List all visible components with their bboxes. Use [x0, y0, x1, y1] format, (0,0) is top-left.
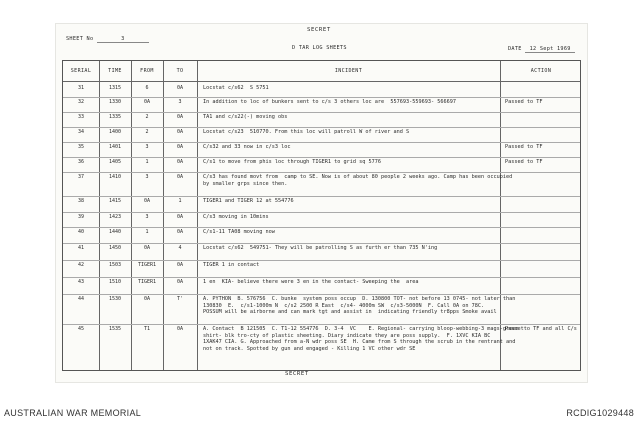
row-divider	[63, 243, 580, 244]
cell-incident-line: by smaller grps since then.	[203, 180, 288, 187]
classification-top: SECRET	[307, 27, 331, 33]
cell-incident-line: shirt- blk tro-cty of plastic sheeting. Diary indicate they are poss supply. F. 1XVC KIA BC	[203, 332, 491, 339]
row-divider	[63, 212, 580, 213]
cell-time: 1335	[108, 114, 122, 120]
cell-from: TIGER1	[137, 279, 157, 285]
cell-from: 3	[145, 174, 149, 180]
row-divider	[63, 227, 580, 228]
cell-serial: 33	[77, 114, 85, 120]
cell-incident-line: POSSUM will be airborne and can mark tgt and assist in indicating friendly tr8pps Smoke avail	[203, 309, 497, 316]
cell-time: 1400	[108, 129, 122, 135]
cell-to: 0A	[176, 144, 184, 150]
row-divider	[63, 277, 580, 278]
date-label: DATE	[508, 46, 522, 52]
row-divider	[63, 112, 580, 113]
cell-serial: 42	[77, 262, 85, 268]
cell-to: 0A	[176, 262, 184, 268]
row-divider	[63, 260, 580, 261]
cell-serial: 31	[77, 85, 85, 91]
row-divider	[63, 127, 580, 128]
cell-incident-line: TIGER 1 in contact	[203, 262, 260, 268]
cell-to: 0A	[176, 229, 184, 235]
log-table	[62, 60, 581, 371]
cell-incident-line: C/s1-11 TA08 moving now	[203, 229, 275, 235]
cell-time: 1440	[108, 229, 122, 235]
cell-incident-line: 1 en KIA- believe there were 3 en in the contact- Sweeping the area	[203, 279, 419, 285]
cell-from: 2	[145, 114, 149, 120]
cell-from: 3	[145, 214, 149, 220]
cell-serial: 39	[77, 214, 85, 220]
date-field	[508, 46, 575, 53]
cell-time: 1405	[108, 159, 122, 165]
sheet-label: SHEET No	[66, 36, 94, 42]
row-divider	[63, 324, 580, 325]
cell-to: 0A	[176, 174, 184, 180]
cell-from: 2	[145, 129, 149, 135]
sheet-number-label	[66, 36, 149, 43]
cell-incident-line: TIGER1 and TIGER 12 at 554776	[203, 198, 294, 204]
cell-serial: 41	[77, 245, 85, 251]
cell-from: 0A	[143, 296, 151, 302]
cell-to: 0A	[176, 214, 184, 220]
cell-incident-line: C/s3 moving in 10mins	[203, 214, 269, 220]
log-title: D TAR LOG SHEETS	[292, 45, 347, 51]
cell-from: 0A	[143, 99, 151, 105]
cell-from: 6	[145, 85, 149, 91]
cell-from: 0A	[143, 198, 151, 204]
cell-serial: 36	[77, 159, 85, 165]
col-header-incident: INCIDENT	[334, 68, 363, 74]
cell-to: 0A	[176, 159, 184, 165]
cell-incident-line: 130830 E. c/s1-1000m N c/s2 2500 R East c/s4- 4000m SW c/s3-5000N F. Call 0A on 78C.	[203, 302, 485, 309]
cell-serial: 44	[77, 296, 85, 302]
cell-incident-line: Locstat c/s62 549751- They will be patrolling S as furth er than 735 N'ing	[203, 245, 438, 251]
col-header-to: TO	[176, 68, 184, 74]
cell-to: 0A	[176, 114, 184, 120]
cell-incident-line: C/s32 and 33 now in c/s3 loc	[203, 144, 291, 150]
cell-from: TIGER1	[137, 262, 157, 268]
cell-to: 0A	[176, 85, 184, 91]
cell-incident-line: TA1 and c/s22(-) moving obs	[203, 114, 288, 120]
cell-serial: 37	[77, 174, 85, 180]
cell-to: 0A	[176, 279, 184, 285]
cell-incident-line: C/s1 to move from phis loc through TIGER1 to grid sq 5776	[203, 159, 382, 165]
cell-time: 1530	[108, 296, 122, 302]
cell-from: 1	[145, 229, 149, 235]
date-value: 12 Sept 1969	[525, 46, 575, 53]
cell-from: T1	[143, 326, 151, 332]
cell-action: Passed to TF	[505, 99, 543, 105]
col-header-from: FROM	[140, 68, 154, 74]
cell-incident-line: Locstat c/s23 510770. From this loc will patroll W of river and S	[203, 129, 410, 135]
cell-incident-line: not on track. Spotted by gun and engaged - Killing 1 VC other wdr SE	[203, 345, 416, 352]
cell-time: 1503	[108, 262, 122, 268]
cell-from: 0A	[143, 245, 151, 251]
cell-serial: 35	[77, 144, 85, 150]
row-divider	[63, 97, 580, 98]
cell-serial: 45	[77, 326, 85, 332]
cell-time: 1535	[108, 326, 122, 332]
cell-time: 1401	[108, 144, 122, 150]
cell-incident-line: In addition to loc of bunkers sent to c/s 3 others loc are 557693-559693- 566697	[203, 99, 456, 105]
cell-to: 0A	[176, 129, 184, 135]
cell-to: 3	[178, 99, 182, 105]
sheet-number: 3	[97, 36, 149, 43]
cell-time: 1315	[108, 85, 122, 91]
cell-serial: 40	[77, 229, 85, 235]
cell-incident-line: Locstat c/s62 S 5751	[203, 85, 269, 91]
cell-time: 1510	[108, 279, 122, 285]
col-header-time: TIME	[108, 68, 122, 74]
cell-serial: 38	[77, 198, 85, 204]
cell-incident-line: A. Contact B 121505 C. T1-12 554776 D. 3-4 VC E. Regional- carrying bloop-webbing-3 mags-green	[203, 326, 519, 332]
cell-to: 0A	[176, 326, 184, 332]
cell-time: 1450	[108, 245, 122, 251]
classification-bottom: SECRET	[285, 371, 309, 377]
cell-action: Passed to TF	[505, 159, 543, 165]
row-divider	[63, 294, 580, 295]
cell-to: 4	[178, 245, 182, 251]
cell-incident-line: A. PYTHON B. 576756 C. bunke system poss occup D. 130800 TOT- not before 13 0745- not later than	[203, 296, 516, 302]
cell-from: 1	[145, 159, 149, 165]
cell-time: 1410	[108, 174, 122, 180]
row-divider	[63, 172, 580, 173]
footer-left: AUSTRALIAN WAR MEMORIAL	[4, 408, 142, 418]
row-divider	[63, 157, 580, 158]
cell-serial: 43	[77, 279, 85, 285]
col-header-action: ACTION	[530, 68, 552, 74]
cell-time: 1330	[108, 99, 122, 105]
row-divider	[63, 196, 580, 197]
footer-right: RCDIG1029448	[566, 408, 634, 418]
cell-action: Passetto TF and all C/s	[505, 326, 577, 332]
cell-incident-line: 1XAK47 CIA. G. Approached from a-N wdr poss SE H. Came from S through the scrub in the rentrant and	[203, 339, 516, 346]
row-divider	[63, 142, 580, 143]
col-header-serial: SERIAL	[70, 68, 92, 74]
cell-time: 1415	[108, 198, 122, 204]
cell-from: 3	[145, 144, 149, 150]
cell-action: Passed to TF	[505, 144, 543, 150]
cell-to: T'	[176, 296, 184, 302]
log-sheet	[56, 24, 587, 382]
cell-serial: 32	[77, 99, 85, 105]
cell-time: 1423	[108, 214, 122, 220]
cell-to: 1	[178, 198, 182, 204]
cell-incident-line: C/s3 has found movt from camp to SE. Now is of about 80 people 2 weeks ago. Camp has been occupied	[203, 174, 513, 180]
cell-serial: 34	[77, 129, 85, 135]
